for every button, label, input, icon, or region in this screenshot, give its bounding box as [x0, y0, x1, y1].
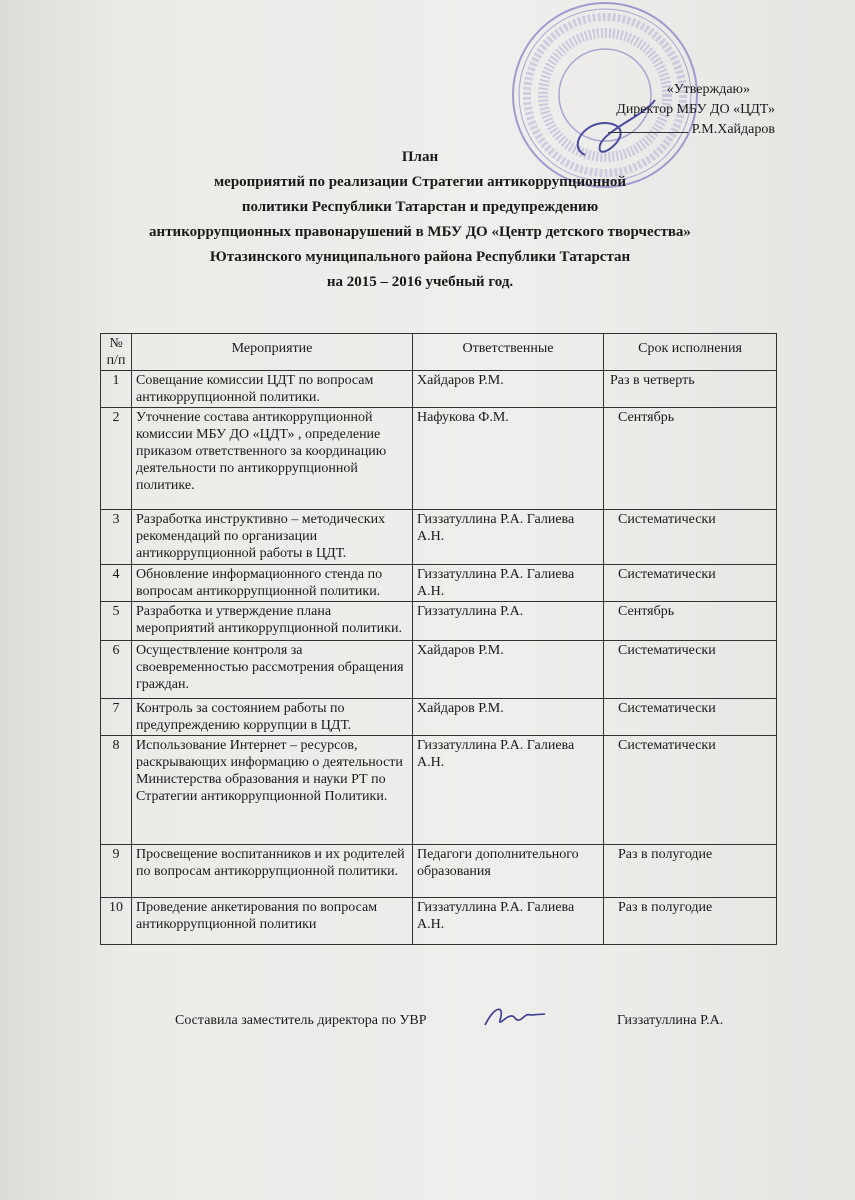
table-row [101, 371, 777, 408]
approval-signer: Р.М.Хайдаров [691, 122, 775, 137]
signature-line [608, 132, 688, 133]
table-row [101, 641, 777, 699]
table-row [101, 565, 777, 602]
signature [480, 1000, 550, 1035]
table-row [101, 602, 777, 641]
header-responsible: Ответственные [413, 334, 604, 371]
table-row [101, 898, 777, 945]
row-event: Обновление информационного стенда по вопросам антикоррупционной политики. [132, 565, 413, 602]
row-responsible: Нафукова Ф.М. [413, 408, 604, 510]
table-row [101, 845, 777, 898]
row-number: 1 [101, 371, 132, 408]
row-event: Контроль за состоянием работы по предупреждению коррупции в ЦДТ. [132, 699, 413, 736]
row-number: 9 [101, 845, 132, 898]
row-responsible: Хайдаров Р.М. [413, 699, 604, 736]
footer-name: Гиззатуллина Р.А. [617, 1013, 724, 1028]
row-number: 7 [101, 699, 132, 736]
row-term: Систематически [604, 510, 777, 565]
row-event: Уточнение состава антикоррупционной комиссии МБУ ДО «ЦДТ» , определение приказом ответственного за координацию деятельности по антикоррупционной политике. [132, 408, 413, 510]
row-responsible: Хайдаров Р.М. [413, 371, 604, 408]
row-number: 5 [101, 602, 132, 641]
table-header-row [101, 334, 777, 371]
row-number: 10 [101, 898, 132, 945]
row-term: Систематически [604, 736, 777, 845]
row-number: 2 [101, 408, 132, 510]
header-event: Мероприятие [132, 334, 413, 371]
row-number: 4 [101, 565, 132, 602]
row-term: Систематически [604, 565, 777, 602]
table-row [101, 699, 777, 736]
row-responsible: Педагоги дополнительного образования [413, 845, 604, 898]
row-term: Раз в четверть [604, 371, 777, 408]
title-line: Ютазинского муниципального района Республики Татарстан [209, 249, 631, 265]
row-responsible: Гиззатуллина Р.А. Галиева А.Н. [413, 736, 604, 845]
row-responsible: Гиззатуллина Р.А. Галиева А.Н. [413, 510, 604, 565]
title-line: на 2015 – 2016 учебный год. [326, 274, 514, 290]
row-event: Просвещение воспитанников и их родителей по вопросам антикоррупционной политики. [132, 845, 413, 898]
table-row [101, 510, 777, 565]
row-term: Систематически [604, 699, 777, 736]
title-line: мероприятий по реализации Стратегии антикоррупционной [213, 174, 627, 190]
row-number: 6 [101, 641, 132, 699]
row-event: Разработка инструктивно – методических рекомендаций по организации антикоррупционной работы в ЦДТ. [132, 510, 413, 565]
title-line: антикоррупционных правонарушений в МБУ ДО «Центр детского творчества» [149, 224, 691, 240]
row-responsible: Гиззатуллина Р.А. Галиева А.Н. [413, 565, 604, 602]
row-term: Сентябрь [604, 408, 777, 510]
row-number: 3 [101, 510, 132, 565]
row-term: Систематически [604, 641, 777, 699]
row-term: Раз в полугодие [604, 845, 777, 898]
row-event: Разработка и утверждение плана мероприятий антикоррупционной политики. [132, 602, 413, 641]
header-term: Срок исполнения [604, 334, 777, 371]
row-term: Раз в полугодие [604, 898, 777, 945]
row-number: 8 [101, 736, 132, 845]
title-line: План [401, 149, 439, 165]
row-term: Сентябрь [604, 602, 777, 641]
approval-block [560, 80, 775, 140]
approval-heading: «Утверждаю» [666, 82, 750, 97]
row-responsible: Гиззатуллина Р.А. Галиева А.Н. [413, 898, 604, 945]
row-event: Совещание комиссии ЦДТ по вопросам антикоррупционной политики. [132, 371, 413, 408]
document-title [150, 145, 690, 295]
table-row [101, 736, 777, 845]
title-line: политики Республики Татарстан и предупреждению [241, 199, 599, 215]
table-row [101, 408, 777, 510]
row-event: Использование Интернет – ресурсов, раскрывающих информацию о деятельности Министерства образования и науки РТ по Стратегии антикоррупционной Политики. [132, 736, 413, 845]
header-number: № п/п [101, 334, 132, 371]
row-event: Проведение анкетирования по вопросам антикоррупционной политики [132, 898, 413, 945]
footer-label: Составила заместитель директора по УВР [175, 1013, 427, 1028]
row-responsible: Хайдаров Р.М. [413, 641, 604, 699]
plan-table [100, 333, 777, 945]
approval-position: Директор МБУ ДО «ЦДТ» [616, 102, 775, 117]
row-responsible: Гиззатуллина Р.А. [413, 602, 604, 641]
row-event: Осуществление контроля за своевременностью рассмотрения обращения граждан. [132, 641, 413, 699]
